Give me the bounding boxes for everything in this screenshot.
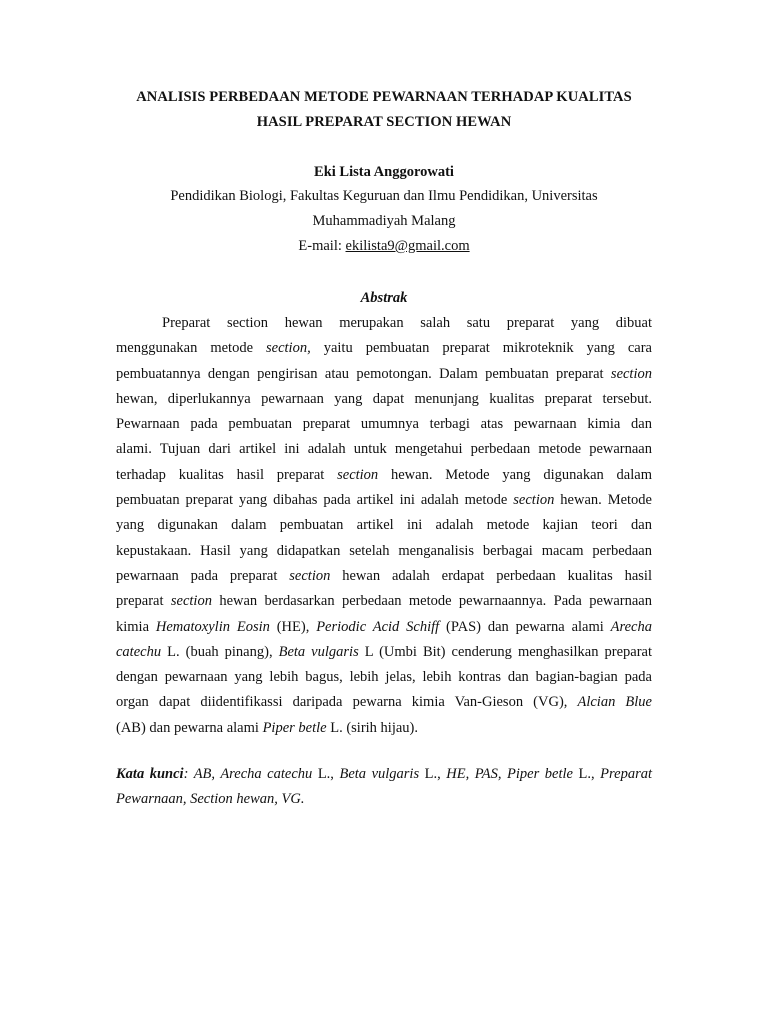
paper-title <box>100 85 668 135</box>
text-run: Pewarnaan pada pembuatan preparat umumnya terbagi atas pewarnaan kimia dan <box>116 416 652 433</box>
italic-term: section <box>610 365 652 382</box>
text-run: pembuatan preparat yang dibahas pada artikel ini adalah metode <box>116 492 514 509</box>
email-label: E-mail: <box>298 238 346 254</box>
text-run: alami. Tujuan dari artikel ini adalah untuk mengetahui perbedaan metode pewarnaan <box>116 441 652 458</box>
text-run: L. (buah pinang), <box>161 643 279 660</box>
text-run: Preparat section hewan merupakan salah satu preparat yang dibuat <box>162 315 652 331</box>
text-run: preparat <box>116 593 171 610</box>
text-run: dengan pewarnaan yang lebih bagus, lebih jelas, lebih kontras dan bagian-bagian pada <box>116 669 652 686</box>
abstract-heading: Abstrak <box>360 290 408 306</box>
text-run: L., <box>419 766 447 782</box>
italic-term: Beta vulgaris <box>278 643 359 660</box>
italic-term: Preparat <box>600 766 652 782</box>
text-run: L., <box>572 766 601 782</box>
text-run: (HE), <box>269 618 317 635</box>
italic-term: Beta vulgaris <box>339 766 420 782</box>
text-run: menggunakan metode <box>116 340 267 357</box>
affiliation-line-2: Muhammadiyah Malang <box>312 213 456 229</box>
italic-term: Arecha <box>610 618 652 635</box>
text-run: kimia <box>116 618 156 635</box>
keywords-line <box>116 787 652 812</box>
text-run: hewan. Metode yang digunakan dalam <box>378 466 652 483</box>
text-run: pembuatannya dengan pengirisan atau pemotongan. Dalam pembuatan preparat <box>116 365 611 382</box>
abstract-line <box>116 640 652 665</box>
abstract-line <box>116 539 652 564</box>
italic-term: Hematoxylin Eosin <box>155 618 270 635</box>
abstract-line <box>116 387 652 412</box>
affiliation <box>100 184 668 259</box>
text-run: organ dapat diidentifikassi daripada pewarna kimia Van-Gieson (VG), <box>116 694 578 711</box>
italic-term: Piper betle <box>262 719 327 736</box>
author-name: Eki Lista Anggorowati <box>314 164 454 180</box>
text-run: hewan adalah erdapat perbedaan kualitas hasil <box>330 567 652 584</box>
abstract-line <box>116 615 652 640</box>
email-link[interactable]: ekilista9@gmail.com <box>345 238 470 254</box>
affiliation-line-1: Pendidikan Biologi, Fakultas Keguruan dan Ilmu Pendidikan, Universitas <box>170 188 598 204</box>
abstract-line <box>116 311 652 336</box>
text-run: pewarnaan pada preparat <box>116 567 290 584</box>
keywords-label: Kata kunci <box>116 766 184 782</box>
abstract-line <box>116 564 652 589</box>
text-run: hewan, diperlukannya pewarnaan yang dapat menunjang kualitas preparat tersebut. <box>116 390 652 407</box>
italic-term: Periodic Acid Schiff <box>316 618 440 635</box>
italic-term: section <box>289 567 331 584</box>
abstract-line <box>116 690 652 715</box>
italic-term: HE, PAS, Piper betle <box>446 766 573 782</box>
keywords <box>116 762 652 813</box>
abstract-line <box>116 665 652 690</box>
abstract-line <box>116 362 652 387</box>
abstract-line <box>116 513 652 538</box>
abstract-line <box>116 336 652 361</box>
italic-term: section, <box>266 340 311 357</box>
text-run: terhadap kualitas hasil preparat <box>116 466 338 483</box>
italic-term: catechu <box>116 643 162 660</box>
title-line-2: HASIL PREPARAT SECTION HEWAN <box>256 114 512 130</box>
text-run: hewan berdasarkan perbedaan metode pewarnaannya. Pada pewarnaan <box>211 593 652 610</box>
abstract-line <box>116 412 652 437</box>
abstract-body <box>116 311 652 741</box>
italic-term: section <box>337 466 379 483</box>
abstract-line <box>116 437 652 462</box>
abstract-line <box>116 589 652 614</box>
text-run: yang digunakan dalam pembuatan artikel ini adalah metode kajian teori dan <box>116 517 652 534</box>
text-run: L., <box>312 766 340 782</box>
italic-term: : AB, Arecha catechu <box>183 766 313 782</box>
title-line-1: ANALISIS PERBEDAAN METODE PEWARNAAN TERHADAP KUALITAS <box>136 89 632 105</box>
text-run: (AB) dan pewarna alami <box>116 719 263 736</box>
italic-term: section <box>513 492 555 509</box>
text-run: kepustakaan. Hasil yang didapatkan setelah menganalisis berbagai macam perbedaan <box>116 542 652 559</box>
text-run: (PAS) dan pewarna alami <box>439 618 611 635</box>
italic-term: section <box>170 593 212 610</box>
abstract-line <box>116 716 652 741</box>
italic-term: Alcian Blue <box>577 694 652 711</box>
abstract-line <box>116 463 652 488</box>
text-run: yaitu pembuatan preparat mikroteknik yang cara <box>310 340 652 357</box>
keywords-line <box>116 762 652 787</box>
text-run: hewan. Metode <box>554 492 652 509</box>
text-run: L. (sirih hijau). <box>326 719 419 736</box>
email-line <box>100 234 668 259</box>
text-run: L (Umbi Bit) cenderung menghasilkan preparat <box>358 643 652 660</box>
italic-term: Pewarnaan, Section hewan, VG. <box>116 791 305 808</box>
abstract-line <box>116 488 652 513</box>
